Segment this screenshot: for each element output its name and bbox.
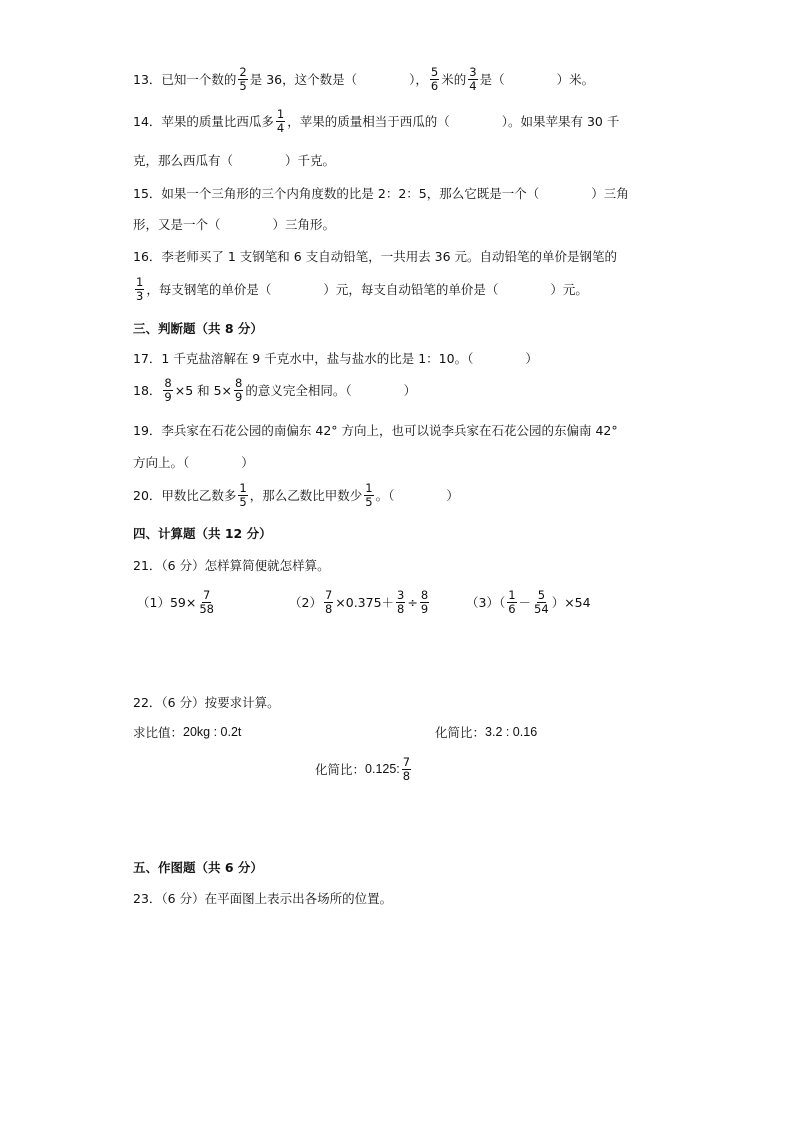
question-14-line2 bbox=[133, 151, 335, 169]
denominator: 8 bbox=[324, 601, 333, 616]
fraction bbox=[163, 377, 172, 403]
section-3-heading: 三、判断题（共 8 分） bbox=[133, 321, 263, 336]
text: ） bbox=[241, 455, 254, 470]
numerator: 1 bbox=[239, 481, 247, 495]
denominator: 4 bbox=[276, 120, 285, 135]
numerator: 1 bbox=[508, 588, 516, 602]
text: （3）（ bbox=[466, 595, 506, 611]
text: ）米。 bbox=[556, 72, 595, 88]
text: ） bbox=[525, 351, 538, 366]
denominator: 5 bbox=[239, 78, 247, 93]
expression: 20kg : 0.2t bbox=[183, 725, 242, 739]
fraction bbox=[324, 589, 333, 615]
question-22-title: 22．（6 分）按要求计算。 bbox=[133, 695, 280, 710]
question-13 bbox=[133, 66, 594, 92]
text: ）元。 bbox=[550, 282, 588, 298]
text: ） bbox=[403, 383, 417, 399]
denominator: 8 bbox=[397, 601, 405, 616]
question-15 bbox=[133, 184, 629, 202]
fraction bbox=[430, 66, 439, 92]
question-23: 23．（6 分）在平面图上表示出各场所的位置。 bbox=[133, 891, 393, 906]
text: 18． bbox=[133, 383, 162, 399]
denominator: 5 bbox=[239, 494, 247, 509]
text: ，那么乙数比甲数少 bbox=[249, 488, 363, 504]
section-4-heading: 四、计算题（共 12 分） bbox=[133, 526, 272, 541]
fraction bbox=[198, 589, 215, 615]
question-19-line2 bbox=[133, 453, 254, 471]
text: 克，那么西瓜有（ bbox=[133, 153, 234, 168]
question-21-part1 bbox=[137, 589, 217, 615]
fraction bbox=[135, 276, 144, 302]
question-22-part-b bbox=[435, 723, 537, 741]
text: ）元，每支自动铅笔的单价是（ bbox=[323, 282, 499, 298]
numerator: 7 bbox=[203, 588, 211, 602]
text: ，每支钢笔的单价是（ bbox=[146, 282, 272, 298]
text: 16．李老师买了 1 支钢笔和 6 支自动铅笔，一共用去 36 元。自动铅笔的单价是钢笔的 bbox=[133, 249, 618, 264]
text: ）。如果苹果有 30 千 bbox=[501, 114, 620, 130]
numerator: 3 bbox=[469, 65, 477, 79]
numerator: 7 bbox=[324, 588, 333, 602]
numerator: 3 bbox=[397, 588, 405, 602]
denominator: 4 bbox=[469, 78, 477, 93]
expression: 3.2 : 0.16 bbox=[485, 725, 538, 739]
fraction bbox=[234, 377, 243, 403]
text: ÷ bbox=[407, 594, 418, 610]
text: ）千克。 bbox=[285, 153, 336, 168]
text: 19．李兵家在石花公园的南偏东 42° 方向上，也可以说李兵家在石花公园的东偏南 42° bbox=[133, 423, 618, 438]
text: 形，又是一个（ bbox=[133, 217, 221, 232]
fraction bbox=[402, 756, 411, 782]
question-22-part-c bbox=[315, 756, 413, 782]
text: （2） bbox=[289, 595, 322, 611]
denominator: 54 bbox=[534, 601, 549, 616]
numerator: 1 bbox=[365, 481, 373, 495]
text: 13．已知一个数的 bbox=[133, 72, 237, 88]
numerator: 7 bbox=[402, 755, 411, 769]
numerator: 2 bbox=[239, 65, 247, 79]
text: 求比值： bbox=[133, 725, 184, 740]
denominator: 58 bbox=[199, 601, 214, 616]
question-22-part-a bbox=[133, 723, 241, 741]
text: ）×54 bbox=[551, 595, 591, 611]
text: － bbox=[518, 595, 532, 611]
fraction bbox=[396, 589, 405, 615]
question-17 bbox=[133, 349, 538, 367]
numerator: 1 bbox=[136, 275, 144, 289]
text: ）三角形。 bbox=[272, 217, 336, 232]
text: 15．如果一个三角形的三个内角度数的比是 2：2：5，那么它既是一个（ bbox=[133, 186, 540, 201]
fraction bbox=[364, 482, 373, 508]
denominator: 9 bbox=[235, 389, 243, 404]
text: ×0.375＋ bbox=[335, 595, 395, 611]
fraction bbox=[238, 66, 247, 92]
question-20 bbox=[133, 482, 459, 508]
fraction bbox=[468, 66, 477, 92]
text: 的意义完全相同。（ bbox=[245, 383, 352, 399]
text: 化简比： bbox=[435, 725, 486, 740]
denominator: 3 bbox=[136, 288, 144, 303]
fraction bbox=[276, 108, 285, 134]
text: ×5 和 5× bbox=[174, 383, 233, 399]
question-21-part2 bbox=[289, 589, 431, 615]
question-14 bbox=[133, 108, 619, 134]
numerator: 8 bbox=[420, 588, 429, 602]
numerator: 5 bbox=[537, 588, 546, 602]
text: ）三角 bbox=[591, 186, 629, 201]
question-16-line2 bbox=[133, 276, 588, 302]
text: ，苹果的质量相当于西瓜的（ bbox=[287, 114, 450, 130]
numerator: 1 bbox=[276, 107, 285, 121]
text: 17．1 千克盐溶解在 9 千克水中，盐与盐水的比是 1：10。（ bbox=[133, 351, 474, 366]
text: 化简比： bbox=[315, 762, 366, 778]
numerator: 5 bbox=[430, 65, 439, 79]
question-19 bbox=[133, 421, 618, 439]
text: 方向上。（ bbox=[133, 455, 190, 470]
text: 是 36，这个数是（ bbox=[249, 72, 358, 88]
denominator: 6 bbox=[430, 78, 439, 93]
fraction bbox=[507, 589, 516, 615]
numerator: 8 bbox=[164, 376, 172, 390]
text: 20．甲数比乙数多 bbox=[133, 488, 237, 504]
denominator: 9 bbox=[420, 601, 429, 616]
text: 14．苹果的质量比西瓜多 bbox=[133, 114, 274, 130]
denominator: 6 bbox=[508, 601, 516, 616]
fraction bbox=[238, 482, 247, 508]
denominator: 9 bbox=[164, 389, 172, 404]
question-21-title: 21．（6 分）怎样算简便就怎样算。 bbox=[133, 558, 330, 573]
question-16 bbox=[133, 247, 617, 265]
text: 。（ bbox=[375, 488, 395, 504]
question-18 bbox=[133, 377, 416, 403]
denominator: 8 bbox=[402, 768, 411, 783]
text: ）， bbox=[409, 72, 428, 88]
text: 是（ bbox=[479, 72, 505, 88]
numerator: 8 bbox=[235, 376, 243, 390]
question-21-part3 bbox=[466, 589, 591, 615]
section-5-heading: 五、作图题（共 6 分） bbox=[133, 860, 263, 875]
text: （1）59× bbox=[137, 595, 197, 611]
text: ） bbox=[446, 488, 459, 504]
fraction bbox=[420, 589, 429, 615]
expression: 0.125: bbox=[365, 762, 400, 777]
denominator: 5 bbox=[365, 494, 373, 509]
question-15-line2 bbox=[133, 215, 335, 233]
text: 米的 bbox=[441, 72, 467, 88]
fraction bbox=[533, 589, 550, 615]
